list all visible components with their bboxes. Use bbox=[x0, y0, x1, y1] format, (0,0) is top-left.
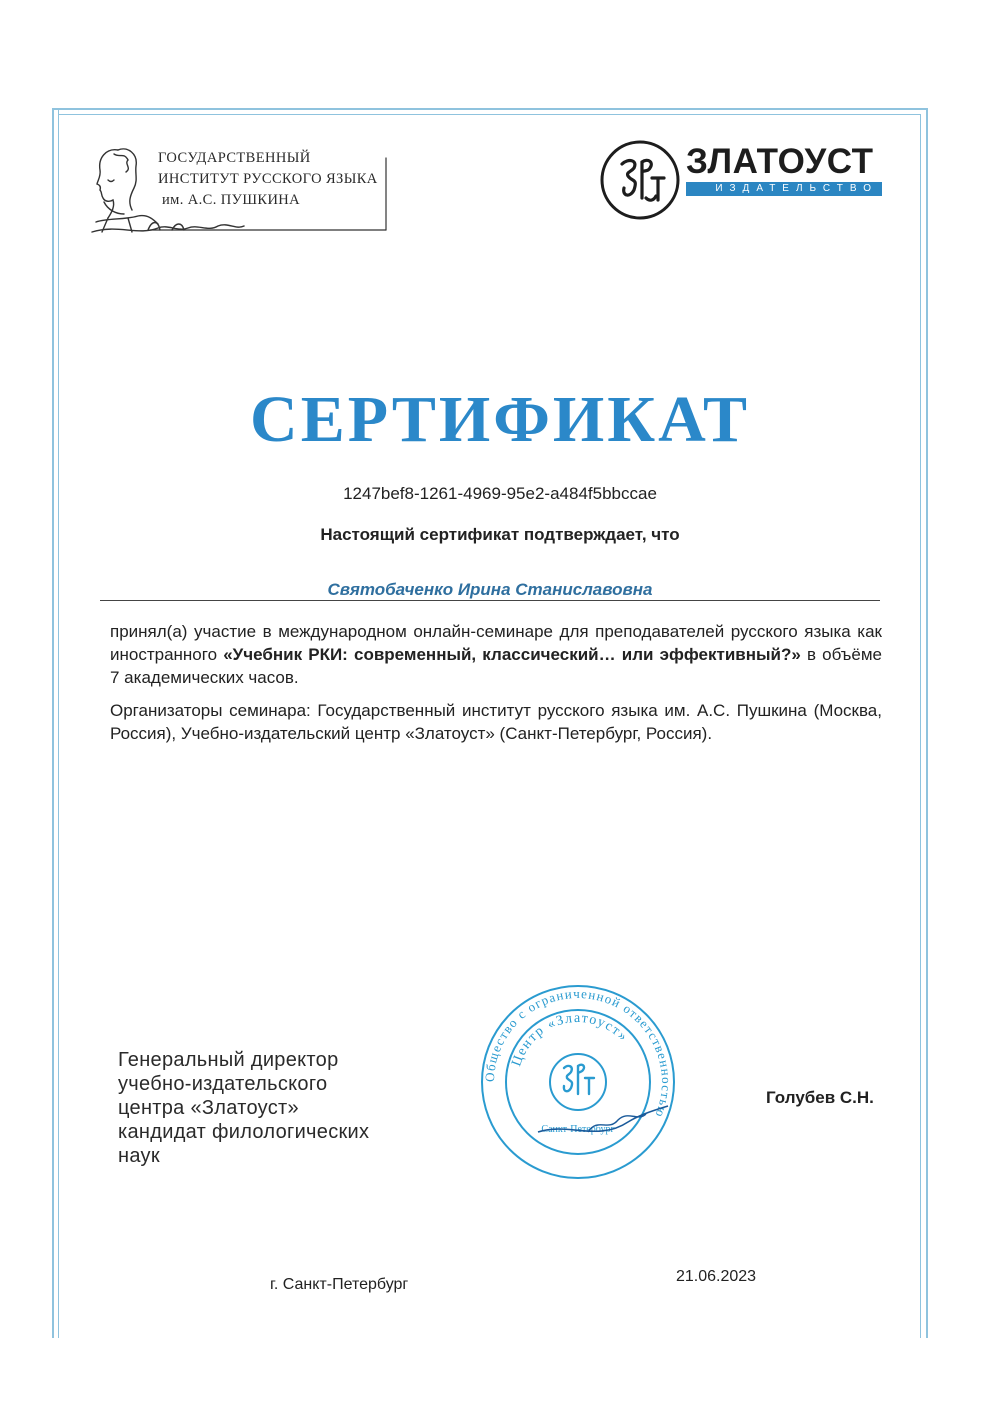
company-stamp bbox=[478, 982, 678, 1182]
border-right-inner bbox=[920, 114, 921, 1338]
issue-date: 21.06.2023 bbox=[676, 1268, 757, 1285]
stamp-outer-text: Общество с ограниченной ответственностью bbox=[481, 985, 675, 1121]
border-left-outer bbox=[52, 108, 54, 1338]
signer-name: Голубев С.Н. bbox=[766, 1088, 874, 1107]
director-position bbox=[118, 1048, 369, 1168]
pushkin-line-1: ГОСУДАРСТВЕННЫЙ bbox=[158, 150, 311, 166]
certificate-confirm-text: Настоящий сертификат подтверждает, что bbox=[320, 525, 680, 544]
stamp-city-text: Санкт-Петербург bbox=[541, 1124, 615, 1135]
participation-prefix: принял(а) участие в международном онлайн-семинаре для преподавателей русского языка как иностранного bbox=[110, 622, 882, 664]
border-left-inner bbox=[58, 108, 59, 1338]
stamp-emblem-icon bbox=[564, 1065, 594, 1094]
zlatoust-emblem-icon bbox=[598, 138, 682, 222]
director-position-line-4: кандидат филологических bbox=[118, 1121, 370, 1143]
participation-suffix: в объёме 7 академических часов. bbox=[110, 645, 883, 687]
stamp-inner-text: Центр «Златоуст» bbox=[509, 1010, 632, 1069]
certificate-title: СЕРТИФИКАТ bbox=[250, 383, 750, 456]
director-position-line-5: наук bbox=[118, 1145, 160, 1167]
organizers-paragraph: Организаторы семинара: Государственный институт русского языка им. А.С. Пушкина (Москва, Россия), Учебно-издательский центр «Златоуст» (Санкт-Петербург, Россия). bbox=[110, 701, 882, 743]
issue-city: г. Санкт-Петербург bbox=[270, 1276, 409, 1293]
director-position-line-1: Генеральный директор bbox=[118, 1049, 339, 1071]
director-position-line-3: центра «Златоуст» bbox=[118, 1097, 299, 1119]
pushkin-institute-logo bbox=[88, 140, 388, 240]
certificate-body bbox=[110, 620, 882, 755]
certificate-id: 1247bef8-1261-4969-95e2-a484f5bbccae bbox=[343, 484, 657, 503]
stamp-seal-icon bbox=[478, 982, 678, 1182]
pushkin-line-2: ИНСТИТУТ РУССКОГО ЯЗЫКА bbox=[158, 171, 378, 187]
director-position-line-2: учебно-издательского bbox=[118, 1073, 328, 1095]
seminar-title: «Учебник РКИ: современный, классический… или эффективный?» bbox=[223, 645, 801, 664]
border-top-inner bbox=[58, 114, 921, 115]
border-top-outer bbox=[52, 108, 927, 110]
zlatoust-brand-name: ЗЛАТОУСТ bbox=[686, 142, 874, 181]
border-right-outer bbox=[926, 108, 928, 1338]
participation-paragraph bbox=[110, 620, 882, 689]
pushkin-institute-name bbox=[158, 148, 378, 211]
recipient-underline bbox=[100, 600, 880, 601]
zlatoust-brand-subtitle: ИЗДАТЕЛЬСТВО bbox=[686, 182, 882, 196]
zlatoust-logo bbox=[598, 138, 888, 228]
pushkin-line-3: им. А.С. ПУШКИНА bbox=[162, 192, 301, 208]
recipient-name: Святобаченко Ирина Станиславовна bbox=[327, 580, 653, 599]
